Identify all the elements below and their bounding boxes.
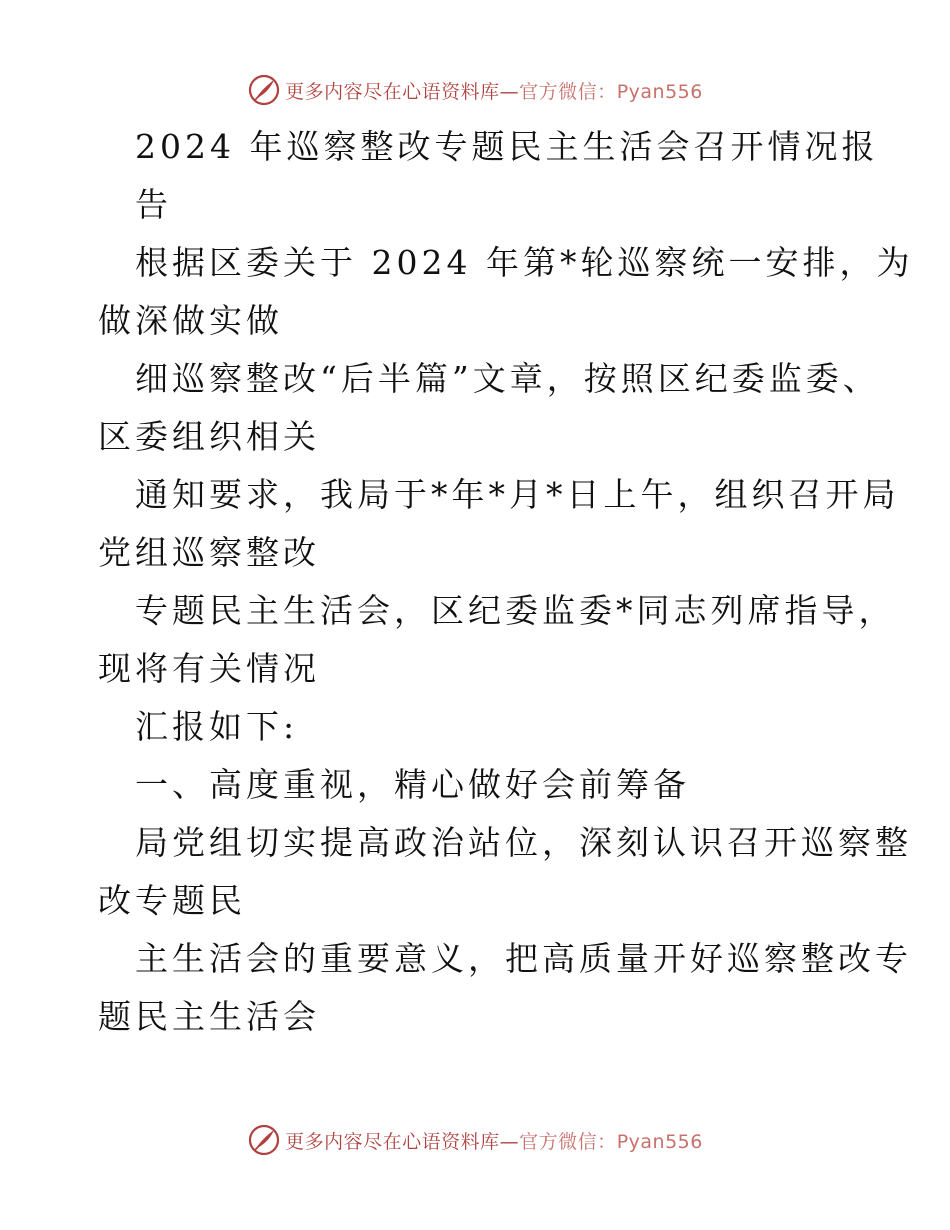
section-heading: 一、高度重视，精心做好会前筹备 (135, 765, 690, 804)
watermark-lead: 更多内容尽在心语资料库 (285, 1130, 500, 1153)
watermark-wechat-label: 官方微信： (519, 1130, 617, 1153)
watermark-wechat-id: Pyan556 (616, 80, 703, 103)
title-line: 2024 年巡察整改专题民主生活会召开情况报 (135, 127, 879, 166)
document-body (98, 118, 914, 1046)
paragraph-line: 局党组切实提高政治站位，深刻认识召开巡察整 (135, 823, 912, 862)
paragraph-line: 主生活会的重要意义，把高质量开好巡察整改专 (135, 939, 912, 978)
header-watermark (0, 70, 950, 110)
feather-quill-logo-icon (247, 1123, 281, 1157)
paragraph-line: 做深做实做 (98, 301, 283, 340)
watermark-text (285, 77, 703, 104)
watermark-text (285, 1127, 703, 1154)
watermark-wechat-id: Pyan556 (616, 1130, 703, 1153)
paragraph-line: 细巡察整改“后半篇”文章，按照区纪委监委、 (135, 359, 880, 398)
paragraph-line: 党组巡察整改 (98, 533, 320, 572)
paragraph-line: 汇报如下: (135, 707, 299, 746)
paragraph-line: 题民主生活会 (98, 997, 320, 1036)
watermark-wechat-label: 官方微信： (519, 80, 617, 103)
title-line: 告 (135, 185, 172, 224)
paragraph-line: 根据区委关于 2024 年第*轮巡察统一安排，为 (135, 243, 914, 282)
footer-watermark (0, 1120, 950, 1160)
watermark-separator: — (499, 1130, 520, 1153)
watermark-separator: — (499, 80, 520, 103)
paragraph-line: 通知要求，我局于*年*月*日上午，组织召开局 (135, 475, 900, 514)
paragraph-line: 改专题民 (98, 881, 246, 920)
feather-quill-logo-icon (247, 73, 281, 107)
paragraph-line: 专题民主生活会，区纪委监委*同志列席指导， (135, 591, 896, 630)
paragraph-line: 区委组织相关 (98, 417, 320, 456)
paragraph-line: 现将有关情况 (98, 649, 320, 688)
watermark-lead: 更多内容尽在心语资料库 (285, 80, 500, 103)
